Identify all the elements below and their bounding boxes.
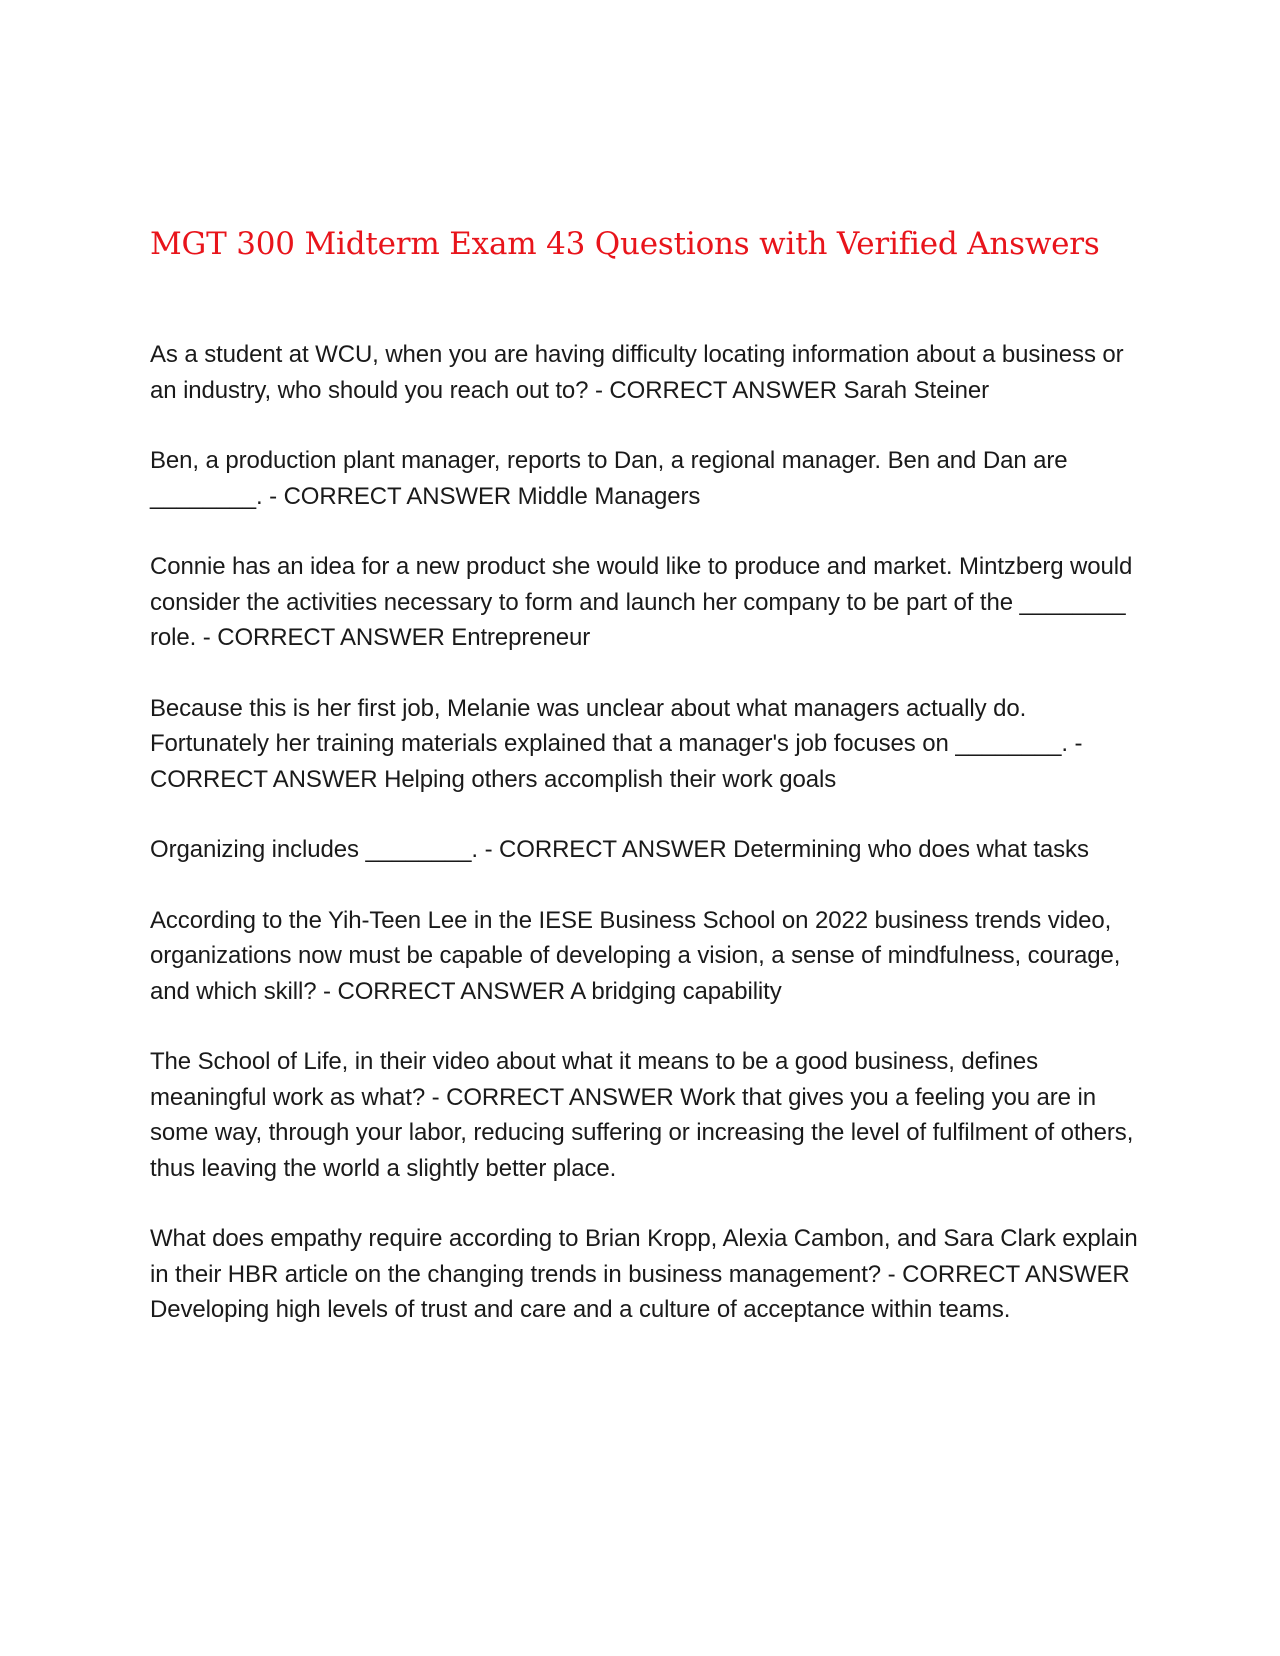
- question-answer-6: According to the Yih-Teen Lee in the IESE Business School on 2022 business trends video, organizations now must be capable of developing a vision, a sense of mindfulness, courage, and which skill? - CORRECT ANSWER A bridging capability: [150, 906, 1121, 1005]
- document-body: [150, 337, 1140, 1363]
- question-answer-2: Ben, a production plant manager, reports to Dan, a regional manager. Ben and Dan are ________. - CORRECT ANSWER Middle Managers: [150, 447, 1068, 510]
- question-answer-1: As a student at WCU, when you are having difficulty locating information about a business or an industry, who should you reach out to? - CORRECT ANSWER Sarah Steiner: [150, 341, 1124, 404]
- question-answer-8: What does empathy require according to Brian Kropp, Alexia Cambon, and Sara Clark explain in their HBR article on the changing trends in business management? - CORRECT ANSWER Developing high levels of trust and care and a culture of acceptance within teams.: [150, 1225, 1138, 1323]
- question-answer-3: Connie has an idea for a new product she would like to produce and market. Mintzberg would consider the activities necessary to form and launch her company to be part of the ________ role. - CORRECT ANSWER Entrepreneur: [150, 553, 1133, 651]
- question-answer-4: Because this is her first job, Melanie was unclear about what managers actually do. Fortunately her training materials explained that a manager's job focuses on ________. - CORRECT ANSWER Helping others accomplish their work goals: [150, 694, 1083, 793]
- question-answer-7: The School of Life, in their video about what it means to be a good business, defines meaningful work as what? - CORRECT ANSWER Work that gives you a feeling you are in some way, through your labor, reducing suffering or increasing the level of fulfilment of others, thus leaving the world a slightly better place.: [150, 1048, 1134, 1182]
- question-answer-5: Organizing includes ________. - CORRECT ANSWER Determining who does what tasks: [150, 836, 1089, 863]
- document-title: MGT 300 Midterm Exam 43 Questions with Verified Answers: [150, 226, 1100, 262]
